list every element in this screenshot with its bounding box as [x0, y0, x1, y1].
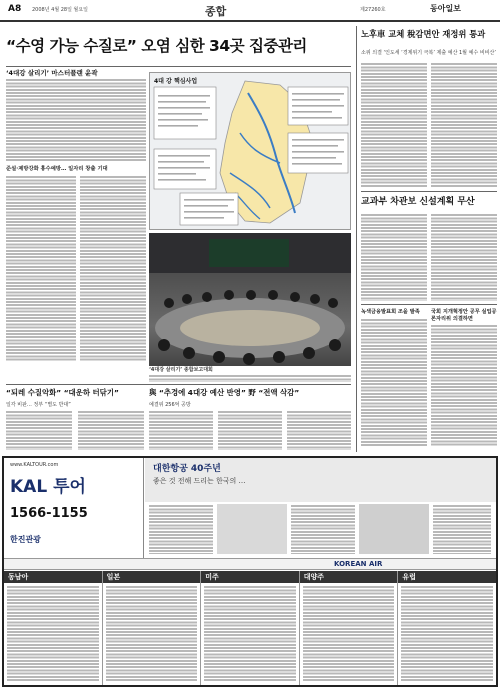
bottom-right-sub: 예결위 256억 공방 — [149, 402, 191, 408]
lead-body-text-3 — [80, 175, 146, 362]
ad-region-columns — [4, 571, 496, 685]
right-top-body-1 — [361, 62, 427, 188]
ad-airline: KOREAN AIR — [334, 560, 383, 568]
lead-body-text — [6, 78, 146, 162]
bottom-left-headline: “되레 수질악화” “대운하 터닦기” — [6, 388, 119, 397]
photo-illustration — [149, 233, 351, 366]
lead-subheadline-2: 준설·제방강화 홍수예방… 일자리 창출 기대 — [6, 166, 108, 172]
section-title: 종합 — [205, 5, 227, 18]
right-small-right-headline: 국회 지개혁정안 공무 실업공론자리위 의결하면 — [431, 309, 497, 322]
ad-region-title[interactable]: 미주 — [201, 571, 299, 583]
ad-region-title[interactable]: 일본 — [103, 571, 201, 583]
advertisement — [2, 456, 498, 687]
issue-date: 2008년 4월 28일 월요일 — [32, 7, 89, 13]
bottom-right-body-2 — [218, 410, 282, 450]
ad-region-column — [201, 571, 300, 685]
right-mid-body-1 — [361, 213, 427, 301]
masthead — [0, 0, 500, 22]
ad-region-column — [103, 571, 202, 685]
right-small-right-body — [431, 324, 497, 446]
lead-subheadline: ‘4대강 살리기’ 마스터플랜 윤곽 — [6, 69, 98, 77]
right-small-left-body — [361, 318, 427, 446]
lead-body-text-2 — [6, 175, 76, 362]
paper-name: 동아일보 — [430, 4, 461, 13]
right-small-left-headline: 녹색금융발표회 조을 발족 — [361, 309, 420, 315]
map-title: 4대 강 핵심사업 — [154, 78, 198, 85]
right-top-headline: 노후車 교체 稅감면안 재정위 통과 — [361, 29, 486, 39]
ad-region-column — [4, 571, 103, 685]
bottom-right-body-3 — [287, 410, 351, 450]
ad-url[interactable]: www.KALTOUR.com — [10, 462, 59, 468]
four-rivers-map — [149, 72, 351, 230]
page-number: A8 — [8, 4, 22, 14]
ad-promo-grid — [145, 502, 496, 558]
ad-agency: 한진관광 — [10, 535, 41, 544]
issue-number: 제27260호 — [360, 7, 386, 13]
right-mid-headline: 교과부 차관보 신설계획 무산 — [361, 197, 475, 207]
ad-region-title[interactable]: 유럽 — [398, 571, 496, 583]
bottom-left-sub: 일각 비판… 정부 “별도 반대” — [6, 402, 71, 408]
ad-region-title[interactable]: 대양주 — [300, 571, 398, 583]
ad-tagline: 좋은 것 전해 드리는 한국의 … — [153, 477, 246, 485]
bottom-right-body-1 — [149, 410, 213, 450]
map-illustration — [150, 73, 351, 230]
ad-region-column — [300, 571, 399, 685]
conference-photo — [149, 233, 351, 366]
ad-region-column — [398, 571, 496, 685]
bottom-right-headline: 與 “추경에 4대강 예산 반영” 野 “전액 삭감” — [149, 388, 300, 397]
ad-phone[interactable]: 1566-1155 — [10, 506, 88, 521]
ad-brand: KAL 투어 — [10, 477, 86, 497]
ad-region-title[interactable]: 동남아 — [4, 571, 102, 583]
right-top-body-2 — [431, 62, 497, 188]
ad-strip — [4, 558, 496, 570]
right-mid-body-2 — [431, 213, 497, 301]
ad-headline: 대한항공 40주년 — [153, 464, 221, 474]
photo-caption: ‘4대강 살리기’ 종합보고대회 — [149, 367, 213, 373]
bottom-left-body-2 — [78, 410, 144, 450]
ad-brand-panel — [4, 458, 144, 558]
lead-headline: “수영 가능 수질로” 오염 심한 34곳 집중관리 — [6, 37, 307, 55]
ad-banner — [145, 458, 496, 502]
right-top-sub: 소위 의결 ‘인도세 ‘경제위기 극복’ 제출 예산 1월 예수 비비산’ — [361, 50, 496, 56]
bottom-left-body-1 — [6, 410, 72, 450]
photo-caption-text — [149, 374, 351, 382]
